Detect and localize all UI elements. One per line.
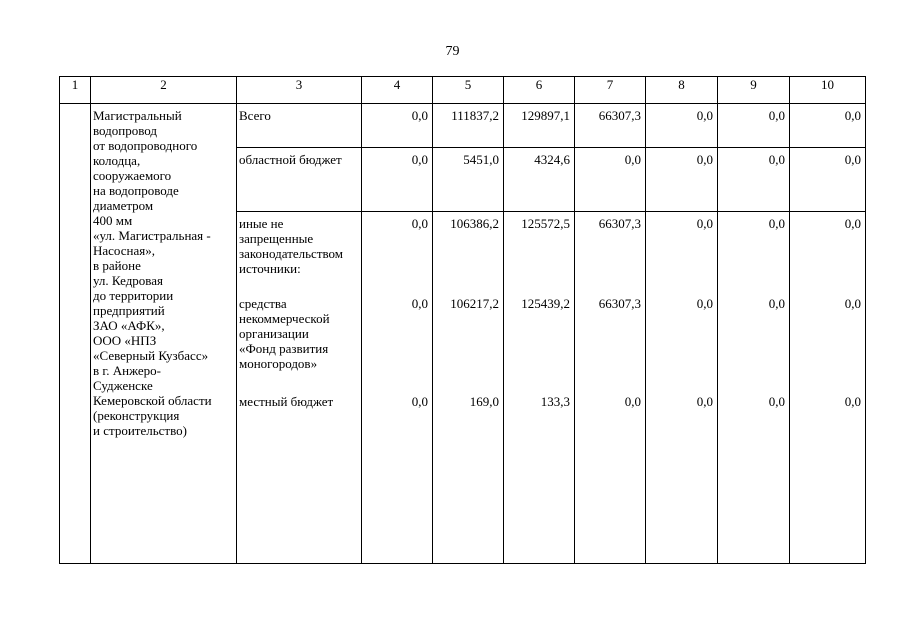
object-name-line: 400 мм — [93, 213, 133, 228]
funding-source-line: организации — [239, 326, 309, 341]
value-cell: 125439,2 — [521, 296, 570, 311]
funding-source-label — [237, 104, 362, 148]
value-cell: 66307,3 — [598, 296, 641, 311]
value-cell: 0,0 — [790, 148, 866, 212]
value-cell: 0,0 — [844, 296, 861, 311]
object-name-line: «Северный Кузбасс» — [93, 348, 209, 363]
column-header: 9 — [718, 77, 790, 104]
header-row — [60, 77, 866, 104]
object-name-line: ЗАО «АФК», — [93, 318, 165, 333]
value-cell: 0,0 — [844, 394, 861, 409]
value-cell-group — [646, 212, 718, 564]
object-name-line: «ул. Магистральная - — [93, 228, 211, 243]
value-cell-group — [362, 212, 433, 564]
object-name-line: (реконструкция — [93, 408, 180, 423]
funding-source-text — [239, 152, 361, 167]
page-number: 79 — [445, 44, 460, 59]
column-header: 4 — [362, 77, 433, 104]
funding-source-line: средства — [239, 296, 287, 311]
value-cell: 0,0 — [362, 148, 433, 212]
value-cell-group — [433, 212, 504, 564]
object-name-line: до территории — [93, 288, 174, 303]
object-name-line: водопровод — [93, 123, 158, 138]
value-cell: 0,0 — [768, 296, 785, 311]
row-number-cell — [60, 104, 91, 564]
funding-source-text — [239, 108, 361, 123]
value-cell-group — [790, 212, 866, 564]
value-cell: 0,0 — [411, 296, 428, 311]
object-name-line: от водопроводного — [93, 138, 198, 153]
funding-source-text — [239, 296, 361, 394]
value-cell: 0,0 — [696, 394, 713, 409]
value-cell: 0,0 — [718, 148, 790, 212]
object-name-line: и строительство) — [93, 423, 187, 438]
object-name-line: на водопроводе — [93, 183, 179, 198]
value-cell: 0,0 — [790, 104, 866, 148]
object-name-line: колодца, — [93, 153, 141, 168]
value-cell: 66307,3 — [598, 216, 641, 231]
funding-source-line: некоммерческой — [239, 311, 330, 326]
value-cell-group — [504, 212, 575, 564]
object-name-line: в г. Анжеро- — [93, 363, 162, 378]
funding-source-line: источники: — [239, 261, 301, 276]
object-name-line: Магистральный — [93, 108, 182, 123]
column-header: 5 — [433, 77, 504, 104]
funding-source-line: иные не — [239, 216, 284, 231]
funding-source-line: законодательством — [239, 246, 344, 261]
value-cell: 106386,2 — [450, 216, 499, 231]
value-cell: 0,0 — [696, 216, 713, 231]
object-name-line: Кемеровской области — [93, 393, 212, 408]
object-name-line: диаметром — [93, 198, 154, 213]
object-name-line: предприятий — [93, 303, 165, 318]
value-cell: 0,0 — [696, 296, 713, 311]
column-header: 10 — [790, 77, 866, 104]
funding-source-line: «Фонд развития — [239, 341, 329, 356]
funding-source-text — [239, 394, 361, 534]
column-header: 3 — [237, 77, 362, 104]
column-header: 1 — [60, 77, 91, 104]
value-cell: 0,0 — [646, 148, 718, 212]
value-cell: 0,0 — [718, 104, 790, 148]
funding-source-text — [239, 216, 361, 296]
object-name-line: в районе — [93, 258, 141, 273]
value-cell: 125572,5 — [521, 216, 570, 231]
column-header: 2 — [91, 77, 237, 104]
object-name — [93, 108, 236, 438]
value-cell: 4324,6 — [504, 148, 575, 212]
value-cell: 66307,3 — [575, 104, 646, 148]
value-cell: 0,0 — [362, 104, 433, 148]
value-cell: 0,0 — [768, 216, 785, 231]
object-name-line: сооружаемого — [93, 168, 172, 183]
value-cell: 0,0 — [411, 394, 428, 409]
table-row — [60, 104, 866, 148]
value-cell: 169,0 — [469, 394, 499, 409]
value-cell: 0,0 — [646, 104, 718, 148]
value-cell: 106217,2 — [450, 296, 499, 311]
column-header: 6 — [504, 77, 575, 104]
value-cell: 111837,2 — [433, 104, 504, 148]
value-cell: 129897,1 — [504, 104, 575, 148]
object-name-line: ООО «НПЗ — [93, 333, 157, 348]
funding-source-line: местный бюджет — [239, 394, 334, 409]
value-cell: 0,0 — [411, 216, 428, 231]
object-name-cell — [91, 104, 237, 564]
value-cell-group — [575, 212, 646, 564]
column-header: 8 — [646, 77, 718, 104]
value-cell: 0,0 — [624, 394, 641, 409]
funding-source-label — [237, 148, 362, 212]
column-header: 7 — [575, 77, 646, 104]
object-name-line: ул. Кедровая — [93, 273, 164, 288]
funding-source-line: моногородов» — [239, 356, 318, 371]
value-cell: 0,0 — [575, 148, 646, 212]
funding-source-label-group — [237, 212, 362, 564]
budget-table — [59, 76, 866, 564]
value-cell: 133,3 — [540, 394, 570, 409]
funding-source-line: областной бюджет — [239, 152, 342, 167]
value-cell: 5451,0 — [433, 148, 504, 212]
object-name-line: Насосная», — [93, 243, 155, 258]
object-name-line: Судженске — [93, 378, 153, 393]
value-cell: 0,0 — [768, 394, 785, 409]
value-cell-group — [718, 212, 790, 564]
funding-source-line: Всего — [239, 108, 271, 123]
value-cell: 0,0 — [844, 216, 861, 231]
funding-source-line: запрещенные — [239, 231, 314, 246]
